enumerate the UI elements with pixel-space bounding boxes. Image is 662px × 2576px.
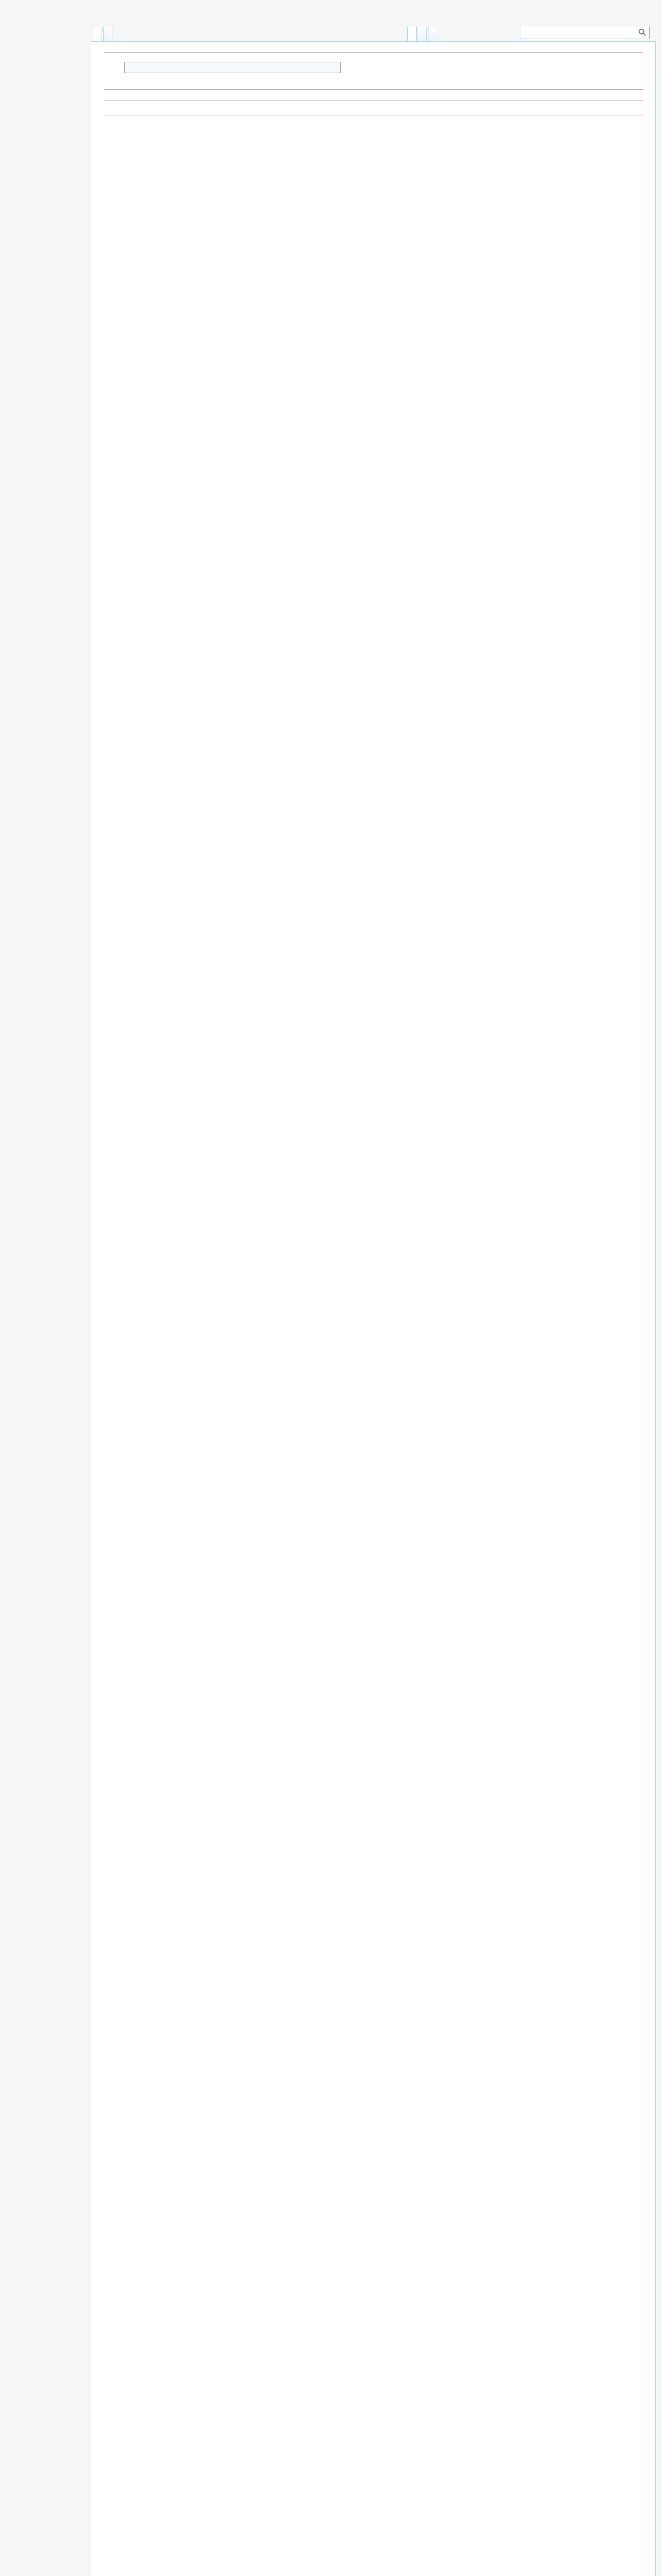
tab-view-source[interactable] xyxy=(418,27,427,41)
tab-history[interactable] xyxy=(428,27,437,41)
table-of-contents xyxy=(124,62,341,73)
tab-talk[interactable] xyxy=(103,27,112,41)
section-threads-heading xyxy=(104,114,643,115)
search-input[interactable] xyxy=(521,26,650,39)
tab-read[interactable] xyxy=(407,27,417,41)
page-title xyxy=(104,50,643,53)
sidebar xyxy=(0,0,91,2576)
main-content xyxy=(91,41,656,2576)
header xyxy=(0,0,662,41)
section-overview-heading xyxy=(104,88,643,90)
section-features-heading xyxy=(104,99,643,100)
search-icon[interactable] xyxy=(638,28,647,37)
tab-page[interactable] xyxy=(93,27,102,41)
page-tabs xyxy=(93,27,113,41)
view-tabs xyxy=(407,27,438,41)
